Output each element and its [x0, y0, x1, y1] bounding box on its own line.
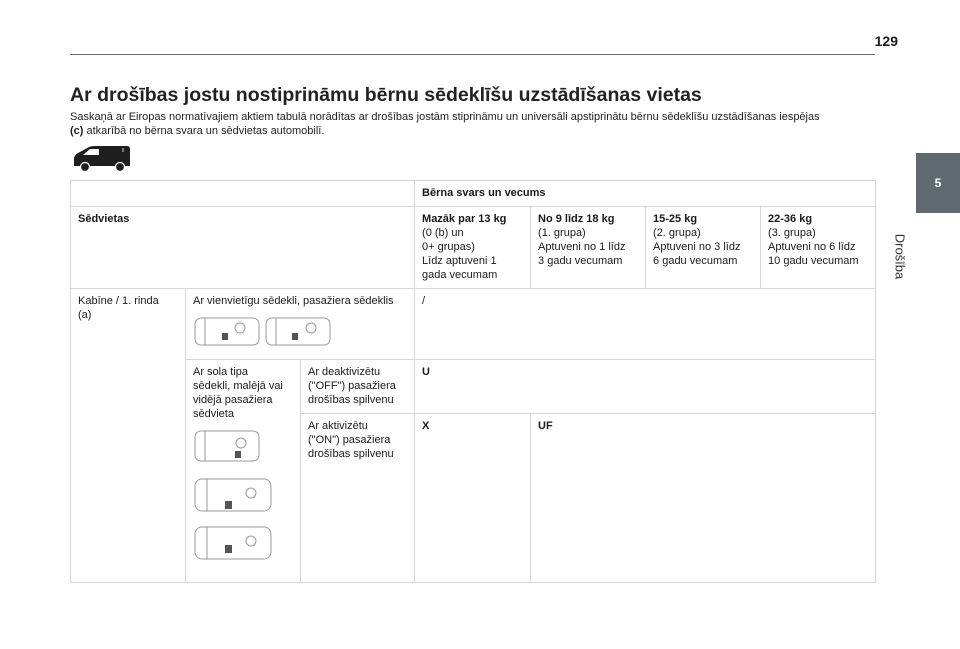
child-seat-table [70, 180, 876, 583]
intro-line-2: atkarībā no bērna svara un sēdvietas automobilī. [83, 125, 325, 137]
weight-age-header: Bērna svars un vecums [415, 181, 876, 207]
seats-header: Sēdvietas [71, 207, 415, 289]
airbag-off-label: Ar deaktivizētu ("OFF") pasažiera drošības spilvenu [301, 360, 415, 414]
airbag-on-label: Ar aktivizētu ("ON") pasažiera drošības spilvenu [301, 414, 415, 583]
table-row [71, 360, 876, 414]
intro-footnote-ref: (c) [70, 125, 84, 137]
table-header-row [71, 181, 876, 207]
group-2-cell: 15-25 kg (2. grupa) Aptuveni no 3 līdz 6 gadu vecumam [646, 207, 761, 289]
header-rule [70, 54, 875, 55]
van-icon [71, 144, 133, 174]
table-row [71, 289, 876, 360]
group-3-cell: 22-36 kg (3. grupa) Aptuveni no 6 līdz 10 gadu vecumam [761, 207, 876, 289]
group-header-row [71, 207, 876, 289]
vehicle-seat-diagram-icon [193, 314, 333, 348]
chapter-label [885, 226, 915, 286]
airbag-off-value: U [415, 360, 876, 414]
group-0-cell: Mazāk par 13 kg (0 (b) un 0+ grupas) Līdz aptuveni 1 gada vecumam [415, 207, 531, 289]
airbag-on-value-groups-1-3: UF [531, 414, 876, 583]
cabin-row-label: Kabīne / 1. rinda (a) [71, 289, 186, 583]
chapter-tab [916, 153, 960, 213]
bench-seat-label: Ar sola tipa sēdekli, malējā vai vidējā pasažiera sēdvieta [186, 360, 301, 583]
airbag-on-value-group-0: X [415, 414, 531, 583]
empty-header-cell [71, 181, 415, 207]
single-seat-value: / [415, 289, 876, 360]
group-1-cell: No 9 līdz 18 kg (1. grupa) Aptuveni no 1 līdz 3 gadu vecumam [531, 207, 646, 289]
page-title: Ar drošības jostu nostiprināmu bērnu sēdeklīšu uzstādīšanas vietas [70, 84, 702, 106]
vehicle-seat-diagram-icon [193, 427, 273, 561]
chapter-title: Drošība [892, 233, 908, 279]
single-seat-label: Ar vienvietīgu sēdekli, pasažiera sēdeklis [186, 289, 415, 360]
intro-text [70, 110, 880, 138]
page-number: 129 [874, 33, 898, 49]
intro-line-1: Saskaņā ar Eiropas normatīvajiem aktiem tabulā norādītas ar drošības jostām stiprināmu un universāli apstiprinātu bērnu sēdeklīšu uzstādīšanas iespējas [70, 111, 820, 123]
chapter-number: 5 [934, 176, 942, 190]
